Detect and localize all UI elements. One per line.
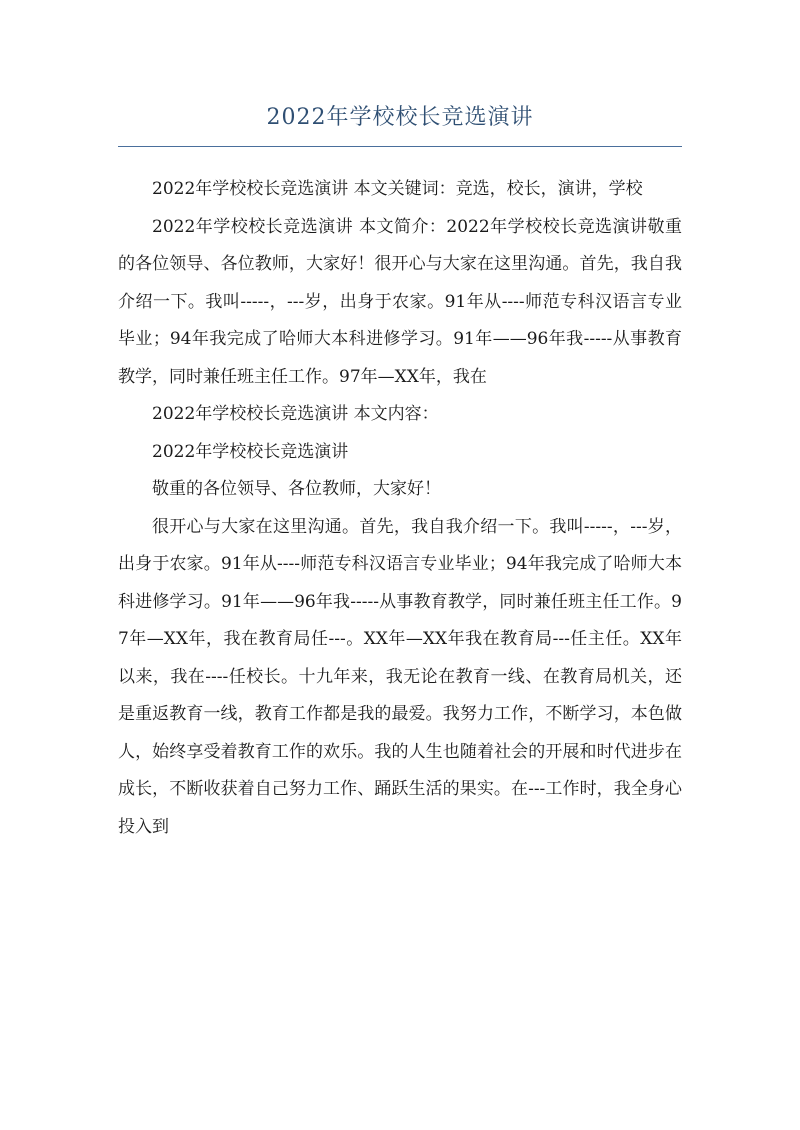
paragraph-content-heading: 2022年学校校长竞选演讲 本文内容： xyxy=(152,404,439,424)
paragraph-summary: 2022年学校校长竞选演讲 本文简介：2022年学校校长竞选演讲敬重的各位领导、各位教师，大家好！很开心与大家在这里沟通。首先，我自我介绍一下。我叫-----，---岁，出身于农家。91年从----师范专科汉语言专业毕业；94年我完成了哈师大本科进修学习。91年——96年我-----从事教育教学，同时兼任班主任工作。97年—XX年，我在 xyxy=(118,216,682,387)
paragraph-self-introduction: 很开心与大家在这里沟通。首先，我自我介绍一下。我叫-----，---岁，出身于农家。91年从----师范专科汉语言专业毕业；94年我完成了哈师大本科进修学习。91年——96年我-----从事教育教学，同时兼任班主任工作。97年—XX年，我在教育局任---。XX年—XX年我在教育局---任主任。XX年以来，我在----任校长。十九年来，我无论在教育一线、在教育局机关，还是重返教育一线，教育工作都是我的最爱。我努力工作，不断学习，本色做人，始终享受着教育工作的欢乐。我的人生也随着社会的开展和时代进步在成长，不断收获着自己努力工作、踊跃生活的果实。在---工作时，我全身心投入到 xyxy=(118,516,682,837)
paragraph-speech-title: 2022年学校校长竞选演讲 xyxy=(152,441,349,462)
paragraph-keywords: 2022年学校校长竞选演讲 本文关键词：竞选，校长，演讲，学校 xyxy=(152,179,643,199)
document-title: 2022年学校校长竞选演讲 xyxy=(266,105,534,130)
document-body xyxy=(118,171,682,846)
title-underline xyxy=(118,146,682,147)
paragraph-greeting: 敬重的各位领导、各位教师，大家好！ xyxy=(152,479,441,499)
